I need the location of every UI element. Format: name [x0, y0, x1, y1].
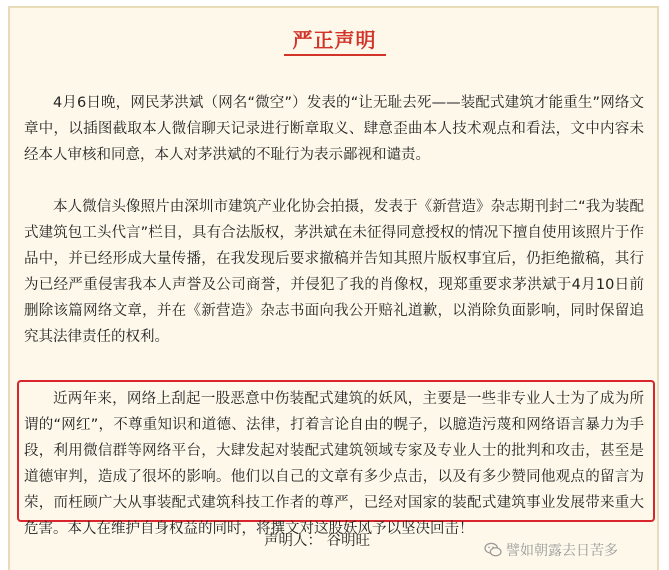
watermark-text: 譬如朝露去日苦多 [506, 543, 618, 559]
watermark [484, 540, 618, 560]
paragraph-3: 近两年来，网络上刮起一股恶意中伤装配式建筑的妖风，主要是一些非专业人士为了成为所谓的“网红”，不尊重知识和道德、法律，打着言论自由的幌子，以臆造污蔑和网络语言暴力为手段，利用微信群等网络平台，大肆发起对装配式建筑领域专家及专业人士的批判和攻击，甚至是道德审判，造成了很坏的影响。他们以自己的文章有多少点击，以及有多少赞同他观点的留言为荣，而枉顾广大从事装配式建筑科技工作者的尊严，已经对国家的装配式建筑事业发展带来重大危害。本人在维护自身权益的同时，将撰文对这股妖风予以坚决回击！ [24, 391, 644, 537]
paragraph-2: 本人微信头像照片由深圳市建筑产业化协会拍摄，发表于《新营造》杂志期刊封二“我为装配式建筑包工头代言”栏目，具有合法版权，茅洪斌在未征得同意授权的情况下擅自使用该照片于作品中，并已经形成大量传播，在我发现后要求撤稿并告知其照片版权事宜后，仍拒绝撤稿，其行为已经严重侵害我本人声誉及公司商誉，并侵犯了我的肖像权，现郑重要求茅洪斌于4月10日前删除该篇网络文章，并在《新营造》杂志书面向我公开赔礼道歉，以消除负面影响，同时保留追究其法律责任的权利。 [24, 199, 644, 345]
title-underline [284, 54, 386, 56]
wechat-icon [484, 542, 502, 558]
page-title: 严正声明 [292, 28, 377, 52]
signature: 声明人： 谷明旺 [264, 533, 371, 549]
paragraph-1: 4月6日晚，网民茅洪斌（网名“微空”）发表的“让无耻去死——装配式建筑才能重生”网络文章中，以插图截取本人微信聊天记录进行断章取义、肆意歪曲本人技术观点和看法，文中内容未经本人审核和同意，本人对茅洪斌的不耻行为表示鄙视和谴责。 [24, 95, 644, 163]
